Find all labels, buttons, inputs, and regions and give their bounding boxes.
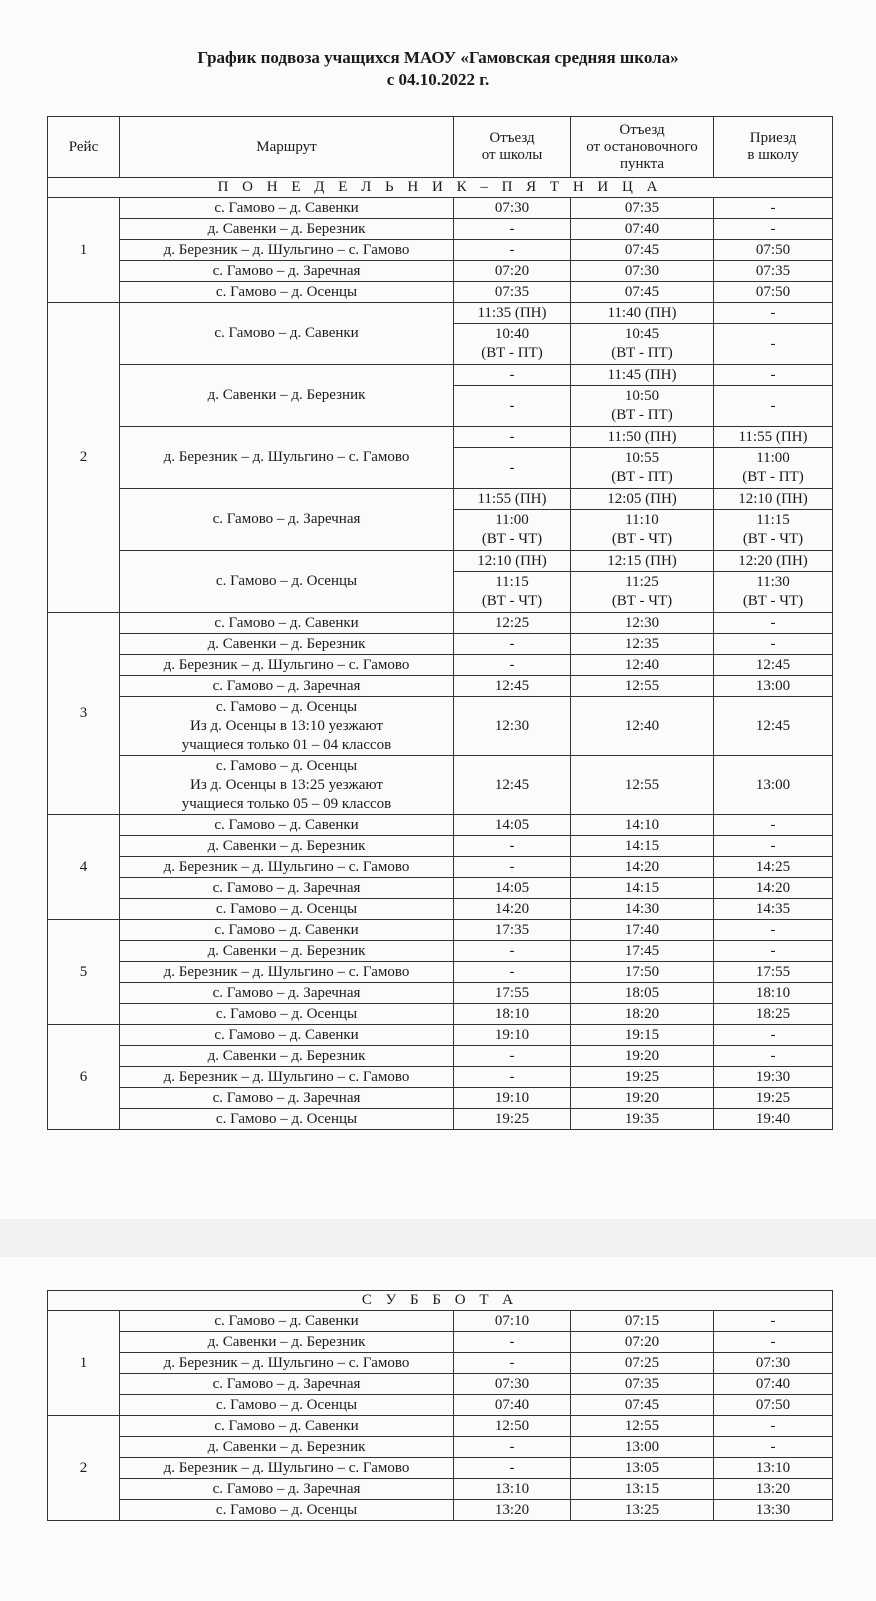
document-date: с 04.10.2022 г.: [386, 70, 490, 89]
departure-school-cell: 14:20: [454, 899, 571, 920]
departure-stop-cell: 19:15: [571, 1025, 714, 1046]
route-cell: с. Гамово – д. Савенки: [120, 303, 454, 365]
departure-school-cell: 07:30: [454, 198, 571, 219]
departure-stop-cell: 07:40: [571, 219, 714, 240]
route-cell: д. Савенки – д. Березник: [120, 365, 454, 427]
departure-stop-cell: 13:00: [571, 1437, 714, 1458]
departure-school-cell: 19:25: [454, 1109, 571, 1130]
departure-stop-cell: 11:50 (ПН): [571, 427, 714, 448]
route-cell: с. Гамово – д. Савенки: [120, 815, 454, 836]
departure-stop-cell: 13:05: [571, 1458, 714, 1479]
header-route: Маршрут: [120, 117, 454, 178]
departure-school-cell: -: [454, 448, 571, 489]
departure-school-cell: -: [454, 1458, 571, 1479]
departure-stop-cell: 12:05 (ПН): [571, 489, 714, 510]
arrival-school-cell: 07:50: [714, 282, 833, 303]
departure-school-cell: -: [454, 386, 571, 427]
trip-number: 5: [48, 920, 120, 1025]
weekday-schedule-table: [47, 116, 833, 1130]
departure-school-cell: -: [454, 1067, 571, 1088]
departure-stop-cell: 07:45: [571, 1395, 714, 1416]
route-cell: с. Гамово – д. Осенцы: [120, 1500, 454, 1521]
table-row: [48, 1353, 833, 1374]
departure-stop-cell: 19:25: [571, 1067, 714, 1088]
departure-school-cell: -: [454, 219, 571, 240]
arrival-school-cell: -: [714, 613, 833, 634]
table-row: [48, 836, 833, 857]
arrival-school-cell: -: [714, 1311, 833, 1332]
route-cell: д. Савенки – д. Березник: [120, 1437, 454, 1458]
table-row: [48, 1109, 833, 1130]
arrival-school-cell: 07:35: [714, 261, 833, 282]
arrival-school-cell: 19:25: [714, 1088, 833, 1109]
table-row: [48, 1025, 833, 1046]
departure-stop-cell: 12:55: [571, 1416, 714, 1437]
departure-stop-cell: 07:25: [571, 1353, 714, 1374]
trip-number: 1: [48, 198, 120, 303]
arrival-school-cell: -: [714, 324, 833, 365]
route-cell: с. Гамово – д. Савенки: [120, 1311, 454, 1332]
arrival-school-cell: 14:20: [714, 878, 833, 899]
departure-stop-cell: 18:05: [571, 983, 714, 1004]
route-note-cell: с. Гамово – д. Осенцы Из д. Осенцы в 13:25 уезжают учащиеся только 05 – 09 классов: [120, 756, 454, 815]
saturday-schedule-table: [47, 1290, 833, 1521]
arrival-school-cell: 12:45: [714, 697, 833, 756]
departure-stop-cell: 17:40: [571, 920, 714, 941]
arrival-school-cell: 12:45: [714, 655, 833, 676]
departure-school-cell: 07:35: [454, 282, 571, 303]
arrival-school-cell: -: [714, 1025, 833, 1046]
departure-school-cell: 07:20: [454, 261, 571, 282]
departure-stop-cell: 11:10 (ВТ - ЧТ): [571, 510, 714, 551]
departure-stop-cell: 11:40 (ПН): [571, 303, 714, 324]
departure-school-cell: 19:10: [454, 1025, 571, 1046]
departure-stop-cell: 07:45: [571, 240, 714, 261]
table-row: [48, 261, 833, 282]
arrival-school-cell: -: [714, 941, 833, 962]
departure-stop-cell: 12:40: [571, 697, 714, 756]
route-cell: д. Березник – д. Шульгино – с. Гамово: [120, 1067, 454, 1088]
route-cell: д. Савенки – д. Березник: [120, 1332, 454, 1353]
header-departure-school: Отъезд от школы: [454, 117, 571, 178]
table-row: [48, 1088, 833, 1109]
route-cell: с. Гамово – д. Заречная: [120, 878, 454, 899]
table-row: [48, 676, 833, 697]
route-cell: с. Гамово – д. Заречная: [120, 983, 454, 1004]
departure-stop-cell: 17:45: [571, 941, 714, 962]
route-cell: с. Гамово – д. Заречная: [120, 1088, 454, 1109]
departure-school-cell: -: [454, 240, 571, 261]
departure-school-cell: 12:45: [454, 676, 571, 697]
arrival-school-cell: 12:20 (ПН): [714, 551, 833, 572]
departure-stop-cell: 14:15: [571, 836, 714, 857]
route-cell: с. Гамово – д. Заречная: [120, 261, 454, 282]
arrival-school-cell: -: [714, 219, 833, 240]
departure-stop-cell: 10:55 (ВТ - ПТ): [571, 448, 714, 489]
arrival-school-cell: -: [714, 815, 833, 836]
trip-number: 4: [48, 815, 120, 920]
table-row: [48, 899, 833, 920]
section-row-weekdays: [48, 178, 833, 198]
arrival-school-cell: 11:55 (ПН): [714, 427, 833, 448]
departure-school-cell: 11:35 (ПН): [454, 303, 571, 324]
departure-stop-cell: 14:10: [571, 815, 714, 836]
departure-school-cell: -: [454, 836, 571, 857]
departure-stop-cell: 07:15: [571, 1311, 714, 1332]
route-note-cell: с. Гамово – д. Осенцы Из д. Осенцы в 13:10 уезжают учащиеся только 01 – 04 классов: [120, 697, 454, 756]
section-title: С У Б Б О Т А: [48, 1291, 833, 1311]
table-row: [48, 857, 833, 878]
table-row: [48, 1332, 833, 1353]
departure-stop-cell: 19:20: [571, 1046, 714, 1067]
arrival-school-cell: 07:40: [714, 1374, 833, 1395]
route-cell: д. Березник – д. Шульгино – с. Гамово: [120, 427, 454, 489]
arrival-school-cell: -: [714, 836, 833, 857]
arrival-school-cell: 11:15 (ВТ - ЧТ): [714, 510, 833, 551]
route-cell: д. Березник – д. Шульгино – с. Гамово: [120, 655, 454, 676]
departure-school-cell: 18:10: [454, 1004, 571, 1025]
arrival-school-cell: -: [714, 1332, 833, 1353]
route-cell: д. Савенки – д. Березник: [120, 634, 454, 655]
departure-school-cell: 17:35: [454, 920, 571, 941]
table-row: [48, 941, 833, 962]
arrival-school-cell: -: [714, 1416, 833, 1437]
table-row: [48, 1046, 833, 1067]
table-row: [48, 282, 833, 303]
arrival-school-cell: 12:10 (ПН): [714, 489, 833, 510]
departure-school-cell: -: [454, 365, 571, 386]
table-row: [48, 655, 833, 676]
departure-school-cell: 12:50: [454, 1416, 571, 1437]
table-row: [48, 551, 833, 572]
departure-stop-cell: 07:35: [571, 198, 714, 219]
arrival-school-cell: 13:20: [714, 1479, 833, 1500]
table-row: [48, 1416, 833, 1437]
route-cell: с. Гамово – д. Осенцы: [120, 1109, 454, 1130]
departure-stop-cell: 17:50: [571, 962, 714, 983]
table-row: [48, 1004, 833, 1025]
departure-school-cell: 14:05: [454, 878, 571, 899]
departure-school-cell: -: [454, 1353, 571, 1374]
departure-stop-cell: 14:15: [571, 878, 714, 899]
route-cell: с. Гамово – д. Заречная: [120, 489, 454, 551]
table-row: [48, 1437, 833, 1458]
arrival-school-cell: 18:10: [714, 983, 833, 1004]
departure-stop-cell: 12:15 (ПН): [571, 551, 714, 572]
table-row: [48, 756, 833, 815]
arrival-school-cell: -: [714, 303, 833, 324]
departure-school-cell: -: [454, 1332, 571, 1353]
departure-stop-cell: 07:20: [571, 1332, 714, 1353]
departure-school-cell: -: [454, 655, 571, 676]
departure-school-cell: 07:30: [454, 1374, 571, 1395]
table-row: [48, 365, 833, 386]
table-row: [48, 1500, 833, 1521]
departure-school-cell: 07:40: [454, 1395, 571, 1416]
departure-stop-cell: 19:20: [571, 1088, 714, 1109]
table-row: [48, 1311, 833, 1332]
table-row: [48, 962, 833, 983]
departure-school-cell: -: [454, 857, 571, 878]
departure-school-cell: 17:55: [454, 983, 571, 1004]
header-departure-stop: Отъезд от остановочного пункта: [571, 117, 714, 178]
arrival-school-cell: -: [714, 920, 833, 941]
trip-number: 2: [48, 303, 120, 613]
route-cell: с. Гамово – д. Савенки: [120, 613, 454, 634]
arrival-school-cell: 07:50: [714, 240, 833, 261]
trip-number: 3: [48, 613, 120, 815]
table-row: [48, 427, 833, 448]
section-row-saturday: [48, 1291, 833, 1311]
arrival-school-cell: 13:30: [714, 1500, 833, 1521]
document-title: График подвоза учащихся МАОУ «Гамовская средняя школа»: [197, 48, 679, 67]
route-cell: с. Гамово – д. Осенцы: [120, 1004, 454, 1025]
route-cell: д. Савенки – д. Березник: [120, 836, 454, 857]
departure-school-cell: 11:00 (ВТ - ЧТ): [454, 510, 571, 551]
route-cell: с. Гамово – д. Савенки: [120, 1025, 454, 1046]
route-cell: д. Березник – д. Шульгино – с. Гамово: [120, 1353, 454, 1374]
route-cell: с. Гамово – д. Осенцы: [120, 551, 454, 613]
table-row: [48, 198, 833, 219]
table-row: [48, 240, 833, 261]
arrival-school-cell: -: [714, 1046, 833, 1067]
departure-stop-cell: 14:30: [571, 899, 714, 920]
departure-school-cell: 14:05: [454, 815, 571, 836]
route-cell: д. Березник – д. Шульгино – с. Гамово: [120, 857, 454, 878]
table-row: [48, 489, 833, 510]
table-row: [48, 983, 833, 1004]
page-2: [0, 1257, 876, 1601]
departure-school-cell: 10:40 (ВТ - ПТ): [454, 324, 571, 365]
departure-school-cell: 11:55 (ПН): [454, 489, 571, 510]
departure-school-cell: -: [454, 427, 571, 448]
table-row: [48, 219, 833, 240]
table-row: [48, 697, 833, 756]
departure-stop-cell: 12:35: [571, 634, 714, 655]
trip-number: 2: [48, 1416, 120, 1521]
trip-number: 1: [48, 1311, 120, 1416]
departure-school-cell: 13:20: [454, 1500, 571, 1521]
departure-stop-cell: 12:55: [571, 756, 714, 815]
header-arrival-school: Приезд в школу: [714, 117, 833, 178]
arrival-school-cell: 07:50: [714, 1395, 833, 1416]
departure-school-cell: -: [454, 1437, 571, 1458]
departure-stop-cell: 07:35: [571, 1374, 714, 1395]
arrival-school-cell: 13:10: [714, 1458, 833, 1479]
route-cell: д. Савенки – д. Березник: [120, 219, 454, 240]
arrival-school-cell: 14:35: [714, 899, 833, 920]
table-row: [48, 303, 833, 324]
departure-stop-cell: 18:20: [571, 1004, 714, 1025]
section-title: П О Н Е Д Е Л Ь Н И К – П Я Т Н И Ц А: [48, 178, 833, 198]
departure-stop-cell: 13:15: [571, 1479, 714, 1500]
table-row: [48, 1458, 833, 1479]
route-cell: с. Гамово – д. Савенки: [120, 920, 454, 941]
route-cell: с. Гамово – д. Осенцы: [120, 1395, 454, 1416]
departure-stop-cell: 10:50 (ВТ - ПТ): [571, 386, 714, 427]
departure-stop-cell: 14:20: [571, 857, 714, 878]
departure-school-cell: -: [454, 1046, 571, 1067]
route-cell: д. Березник – д. Шульгино – с. Гамово: [120, 962, 454, 983]
departure-stop-cell: 19:35: [571, 1109, 714, 1130]
departure-stop-cell: 12:55: [571, 676, 714, 697]
arrival-school-cell: -: [714, 386, 833, 427]
arrival-school-cell: -: [714, 365, 833, 386]
arrival-school-cell: 14:25: [714, 857, 833, 878]
route-cell: с. Гамово – д. Заречная: [120, 1374, 454, 1395]
table-row: [48, 878, 833, 899]
route-cell: с. Гамово – д. Савенки: [120, 198, 454, 219]
arrival-school-cell: 19:30: [714, 1067, 833, 1088]
departure-school-cell: 13:10: [454, 1479, 571, 1500]
table-row: [48, 815, 833, 836]
arrival-school-cell: 13:00: [714, 756, 833, 815]
departure-school-cell: 07:10: [454, 1311, 571, 1332]
route-cell: с. Гамово – д. Осенцы: [120, 899, 454, 920]
route-cell: с. Гамово – д. Заречная: [120, 676, 454, 697]
route-cell: с. Гамово – д. Заречная: [120, 1479, 454, 1500]
departure-stop-cell: 07:45: [571, 282, 714, 303]
table-row: [48, 1395, 833, 1416]
table-row: [48, 1479, 833, 1500]
arrival-school-cell: 13:00: [714, 676, 833, 697]
table-row: [48, 634, 833, 655]
departure-stop-cell: 10:45 (ВТ - ПТ): [571, 324, 714, 365]
arrival-school-cell: 11:30 (ВТ - ЧТ): [714, 572, 833, 613]
departure-stop-cell: 11:45 (ПН): [571, 365, 714, 386]
arrival-school-cell: 19:40: [714, 1109, 833, 1130]
table-row: [48, 613, 833, 634]
arrival-school-cell: 18:25: [714, 1004, 833, 1025]
route-cell: д. Савенки – д. Березник: [120, 941, 454, 962]
arrival-school-cell: -: [714, 1437, 833, 1458]
route-cell: д. Березник – д. Шульгино – с. Гамово: [120, 240, 454, 261]
departure-school-cell: 12:45: [454, 756, 571, 815]
table-row: [48, 1374, 833, 1395]
departure-stop-cell: 11:25 (ВТ - ЧТ): [571, 572, 714, 613]
route-cell: с. Гамово – д. Савенки: [120, 1416, 454, 1437]
departure-stop-cell: 07:30: [571, 261, 714, 282]
route-cell: д. Березник – д. Шульгино – с. Гамово: [120, 1458, 454, 1479]
departure-school-cell: -: [454, 941, 571, 962]
table-row: [48, 1067, 833, 1088]
departure-stop-cell: 12:30: [571, 613, 714, 634]
header-trip: Рейс: [48, 117, 120, 178]
arrival-school-cell: -: [714, 634, 833, 655]
departure-school-cell: 12:25: [454, 613, 571, 634]
departure-school-cell: 11:15 (ВТ - ЧТ): [454, 572, 571, 613]
departure-school-cell: -: [454, 962, 571, 983]
departure-school-cell: 19:10: [454, 1088, 571, 1109]
arrival-school-cell: 11:00 (ВТ - ПТ): [714, 448, 833, 489]
route-cell: с. Гамово – д. Осенцы: [120, 282, 454, 303]
arrival-school-cell: -: [714, 198, 833, 219]
departure-stop-cell: 12:40: [571, 655, 714, 676]
departure-school-cell: 12:30: [454, 697, 571, 756]
route-cell: д. Савенки – д. Березник: [120, 1046, 454, 1067]
trip-number: 6: [48, 1025, 120, 1130]
header-row: [48, 117, 833, 178]
departure-school-cell: 12:10 (ПН): [454, 551, 571, 572]
arrival-school-cell: 07:30: [714, 1353, 833, 1374]
departure-stop-cell: 13:25: [571, 1500, 714, 1521]
arrival-school-cell: 17:55: [714, 962, 833, 983]
departure-school-cell: -: [454, 634, 571, 655]
table-row: [48, 920, 833, 941]
